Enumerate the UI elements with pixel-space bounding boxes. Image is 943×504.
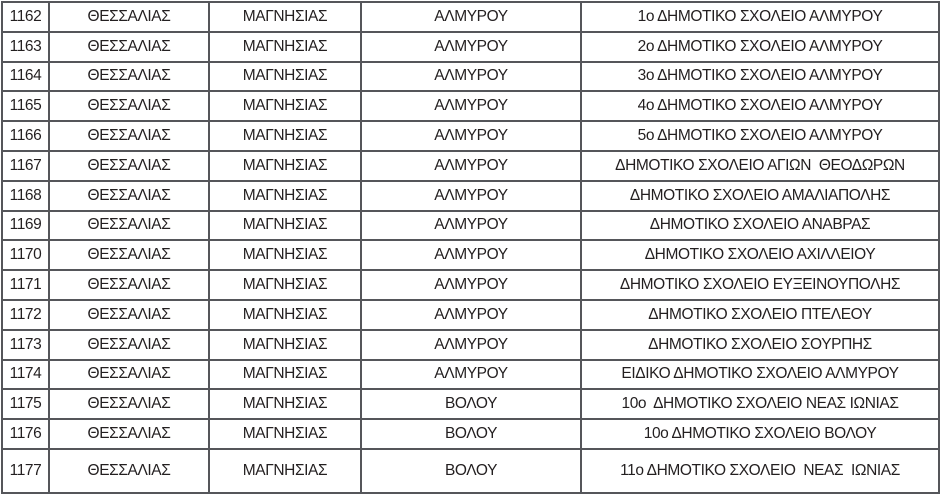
cell-municipality: ΑΛΜΥΡΟΥ	[361, 270, 581, 300]
cell-code: 1170	[2, 240, 49, 270]
cell-region: ΘΕΣΣΑΛΙΑΣ	[49, 2, 209, 32]
cell-code: 1166	[2, 121, 49, 151]
cell-region: ΘΕΣΣΑΛΙΑΣ	[49, 360, 209, 390]
table-row	[2, 181, 939, 211]
cell-region: ΘΕΣΣΑΛΙΑΣ	[49, 419, 209, 449]
cell-municipality: ΑΛΜΥΡΟΥ	[361, 300, 581, 330]
table-row	[2, 240, 939, 270]
cell-region: ΘΕΣΣΑΛΙΑΣ	[49, 211, 209, 241]
cell-prefecture: ΜΑΓΝΗΣΙΑΣ	[209, 181, 361, 211]
table-row	[2, 270, 939, 300]
cell-school-name: ΕΙΔΙΚΟ ΔΗΜΟΤΙΚΟ ΣΧΟΛΕΙΟ ΑΛΜΥΡΟΥ	[581, 360, 939, 390]
cell-school-name: ΔΗΜΟΤΙΚΟ ΣΧΟΛΕΙΟ ΑΓΙΩΝ ΘΕΟΔΩΡΩΝ	[581, 151, 939, 181]
table-row	[2, 32, 939, 62]
cell-school-name: 3ο ΔΗΜΟΤΙΚΟ ΣΧΟΛΕΙΟ ΑΛΜΥΡΟΥ	[581, 62, 939, 92]
cell-prefecture: ΜΑΓΝΗΣΙΑΣ	[209, 300, 361, 330]
cell-code: 1169	[2, 211, 49, 241]
cell-region: ΘΕΣΣΑΛΙΑΣ	[49, 62, 209, 92]
table-row	[2, 389, 939, 419]
table-row	[2, 91, 939, 121]
cell-code: 1163	[2, 32, 49, 62]
cell-prefecture: ΜΑΓΝΗΣΙΑΣ	[209, 211, 361, 241]
cell-code: 1172	[2, 300, 49, 330]
cell-code: 1175	[2, 389, 49, 419]
cell-code: 1177	[2, 449, 49, 493]
cell-school-name: 4ο ΔΗΜΟΤΙΚΟ ΣΧΟΛΕΙΟ ΑΛΜΥΡΟΥ	[581, 91, 939, 121]
cell-code: 1174	[2, 360, 49, 390]
schools-table-body	[2, 2, 939, 493]
cell-school-name: ΔΗΜΟΤΙΚΟ ΣΧΟΛΕΙΟ ΑΝΑΒΡΑΣ	[581, 211, 939, 241]
cell-municipality: ΑΛΜΥΡΟΥ	[361, 181, 581, 211]
cell-municipality: ΑΛΜΥΡΟΥ	[361, 360, 581, 390]
cell-code: 1162	[2, 2, 49, 32]
cell-region: ΘΕΣΣΑΛΙΑΣ	[49, 300, 209, 330]
cell-prefecture: ΜΑΓΝΗΣΙΑΣ	[209, 62, 361, 92]
cell-school-name: 10ο ΔΗΜΟΤΙΚΟ ΣΧΟΛΕΙΟ ΝΕΑΣ ΙΩΝΙΑΣ	[581, 389, 939, 419]
cell-region: ΘΕΣΣΑΛΙΑΣ	[49, 449, 209, 493]
cell-prefecture: ΜΑΓΝΗΣΙΑΣ	[209, 91, 361, 121]
cell-municipality: ΑΛΜΥΡΟΥ	[361, 330, 581, 360]
cell-prefecture: ΜΑΓΝΗΣΙΑΣ	[209, 270, 361, 300]
cell-prefecture: ΜΑΓΝΗΣΙΑΣ	[209, 360, 361, 390]
cell-school-name: ΔΗΜΟΤΙΚΟ ΣΧΟΛΕΙΟ ΑΜΑΛΙΑΠΟΛΗΣ	[581, 181, 939, 211]
cell-prefecture: ΜΑΓΝΗΣΙΑΣ	[209, 419, 361, 449]
cell-prefecture: ΜΑΓΝΗΣΙΑΣ	[209, 240, 361, 270]
cell-prefecture: ΜΑΓΝΗΣΙΑΣ	[209, 449, 361, 493]
table-row	[2, 300, 939, 330]
cell-municipality: ΑΛΜΥΡΟΥ	[361, 2, 581, 32]
cell-municipality: ΑΛΜΥΡΟΥ	[361, 211, 581, 241]
cell-municipality: ΒΟΛΟΥ	[361, 389, 581, 419]
cell-school-name: 11ο ΔΗΜΟΤΙΚΟ ΣΧΟΛΕΙΟ ΝΕΑΣ ΙΩΝΙΑΣ	[581, 449, 939, 493]
cell-region: ΘΕΣΣΑΛΙΑΣ	[49, 330, 209, 360]
cell-municipality: ΑΛΜΥΡΟΥ	[361, 32, 581, 62]
cell-region: ΘΕΣΣΑΛΙΑΣ	[49, 121, 209, 151]
cell-municipality: ΑΛΜΥΡΟΥ	[361, 151, 581, 181]
cell-prefecture: ΜΑΓΝΗΣΙΑΣ	[209, 32, 361, 62]
cell-prefecture: ΜΑΓΝΗΣΙΑΣ	[209, 2, 361, 32]
cell-code: 1164	[2, 62, 49, 92]
cell-school-name: ΔΗΜΟΤΙΚΟ ΣΧΟΛΕΙΟ ΠΤΕΛΕΟΥ	[581, 300, 939, 330]
table-row	[2, 151, 939, 181]
cell-region: ΘΕΣΣΑΛΙΑΣ	[49, 240, 209, 270]
cell-municipality: ΑΛΜΥΡΟΥ	[361, 240, 581, 270]
table-row	[2, 211, 939, 241]
cell-region: ΘΕΣΣΑΛΙΑΣ	[49, 32, 209, 62]
cell-region: ΘΕΣΣΑΛΙΑΣ	[49, 181, 209, 211]
cell-prefecture: ΜΑΓΝΗΣΙΑΣ	[209, 121, 361, 151]
cell-region: ΘΕΣΣΑΛΙΑΣ	[49, 151, 209, 181]
cell-school-name: 10ο ΔΗΜΟΤΙΚΟ ΣΧΟΛΕΙΟ ΒΟΛΟΥ	[581, 419, 939, 449]
cell-code: 1167	[2, 151, 49, 181]
table-row	[2, 419, 939, 449]
cell-region: ΘΕΣΣΑΛΙΑΣ	[49, 389, 209, 419]
cell-school-name: ΔΗΜΟΤΙΚΟ ΣΧΟΛΕΙΟ ΑΧΙΛΛΕΙΟΥ	[581, 240, 939, 270]
cell-code: 1176	[2, 419, 49, 449]
cell-school-name: 2ο ΔΗΜΟΤΙΚΟ ΣΧΟΛΕΙΟ ΑΛΜΥΡΟΥ	[581, 32, 939, 62]
cell-school-name: 1ο ΔΗΜΟΤΙΚΟ ΣΧΟΛΕΙΟ ΑΛΜΥΡΟΥ	[581, 2, 939, 32]
table-row	[2, 62, 939, 92]
cell-prefecture: ΜΑΓΝΗΣΙΑΣ	[209, 151, 361, 181]
cell-code: 1168	[2, 181, 49, 211]
cell-school-name: 5ο ΔΗΜΟΤΙΚΟ ΣΧΟΛΕΙΟ ΑΛΜΥΡΟΥ	[581, 121, 939, 151]
cell-municipality: ΒΟΛΟΥ	[361, 449, 581, 493]
table-row	[2, 330, 939, 360]
cell-code: 1173	[2, 330, 49, 360]
cell-municipality: ΑΛΜΥΡΟΥ	[361, 62, 581, 92]
cell-prefecture: ΜΑΓΝΗΣΙΑΣ	[209, 330, 361, 360]
cell-school-name: ΔΗΜΟΤΙΚΟ ΣΧΟΛΕΙΟ ΕΥΞΕΙΝΟΥΠΟΛΗΣ	[581, 270, 939, 300]
cell-code: 1171	[2, 270, 49, 300]
cell-region: ΘΕΣΣΑΛΙΑΣ	[49, 270, 209, 300]
cell-municipality: ΑΛΜΥΡΟΥ	[361, 121, 581, 151]
table-row	[2, 2, 939, 32]
cell-municipality: ΑΛΜΥΡΟΥ	[361, 91, 581, 121]
cell-school-name: ΔΗΜΟΤΙΚΟ ΣΧΟΛΕΙΟ ΣΟΥΡΠΗΣ	[581, 330, 939, 360]
cell-prefecture: ΜΑΓΝΗΣΙΑΣ	[209, 389, 361, 419]
table-row	[2, 360, 939, 390]
cell-region: ΘΕΣΣΑΛΙΑΣ	[49, 91, 209, 121]
cell-code: 1165	[2, 91, 49, 121]
schools-table	[1, 1, 940, 494]
table-row	[2, 121, 939, 151]
cell-municipality: ΒΟΛΟΥ	[361, 419, 581, 449]
table-row	[2, 449, 939, 493]
